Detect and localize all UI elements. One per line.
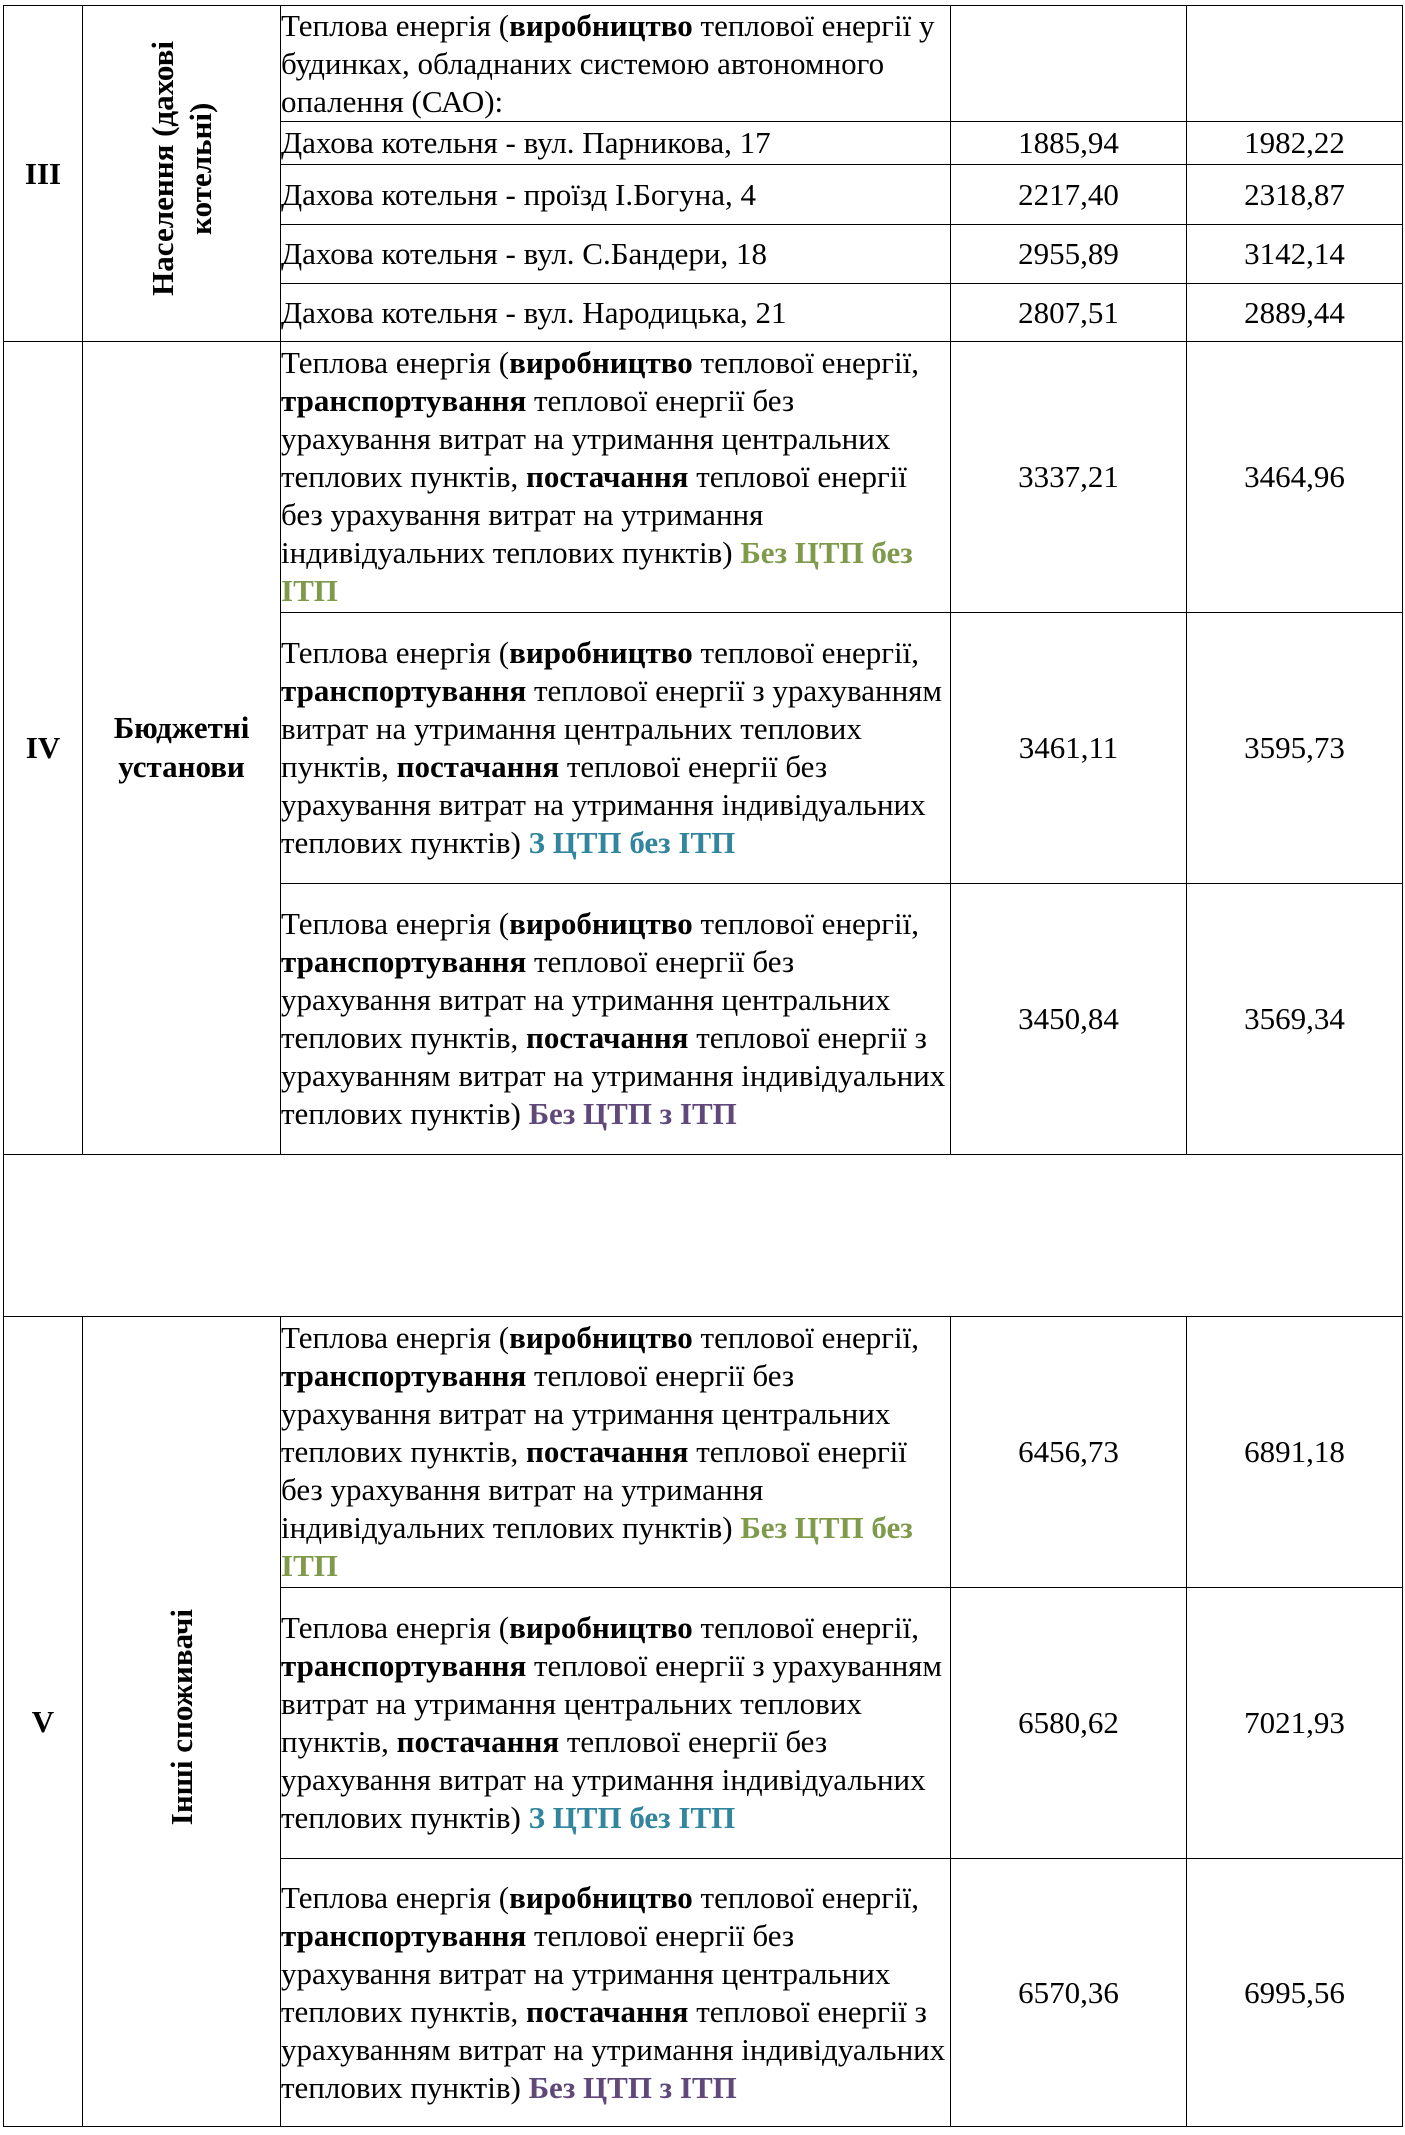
tariff-value-1: 1885,94 [951, 122, 1187, 165]
tag-no-ctp-no-itp: Без ЦТП без ІТП [281, 1510, 913, 1583]
tariff-value-2: 3464,96 [1187, 342, 1403, 613]
consumer-group-label: Населення (дахові котельні) [144, 41, 218, 297]
tariff-value-1 [951, 6, 1187, 122]
section-number: III [4, 6, 83, 342]
table-row [4, 1317, 1403, 1588]
service-description: Теплова енергія (виробництво теплової енергії, транспортування теплової енергії без урахування витрат на утримання центральних теплових пунктів, постачання теплової енергії без урахування витрат на утримання індивідуальних теплових пунктів) Без ЦТП без ІТП [281, 1317, 951, 1588]
tariff-value-1: 3461,11 [951, 613, 1187, 884]
tariff-value-2: 3569,34 [1187, 884, 1403, 1155]
service-description: Теплова енергія (виробництво теплової енергії, транспортування теплової енергії без урахування витрат на утримання центральних теплових пунктів, постачання теплової енергії з урахуванням витрат на утримання індивідуальних теплових пунктів) Без ЦТП з ІТП [281, 1859, 951, 2127]
tag-no-ctp-itp: Без ЦТП з ІТП [528, 1096, 737, 1131]
tag-no-ctp-no-itp: Без ЦТП без ІТП [281, 535, 913, 608]
tag-ctp-no-itp: З ЦТП без ІТП [528, 1800, 736, 1835]
section-number: V [4, 1317, 83, 2127]
tariff-value-2: 7021,93 [1187, 1588, 1403, 1859]
table-row-empty [4, 1155, 1403, 1317]
tariff-value-2: 6995,56 [1187, 1859, 1403, 2127]
service-description: Теплова енергія (виробництво теплової енергії, транспортування теплової енергії з урахуванням витрат на утримання центральних теплових пунктів, постачання теплової енергії без урахування витрат на утримання індивідуальних теплових пунктів) З ЦТП без ІТП [281, 1588, 951, 1859]
tariff-value-1: 6570,36 [951, 1859, 1187, 2127]
tariff-value-2: 3142,14 [1187, 225, 1403, 284]
service-description: Теплова енергія (виробництво теплової енергії у будинках, обладнаних системою автономного опалення (САО): [281, 6, 951, 122]
tariff-value-1: 2217,40 [951, 165, 1187, 225]
table-row [4, 342, 1403, 613]
tariff-value-2: 2889,44 [1187, 284, 1403, 342]
tariff-value-2: 2318,87 [1187, 165, 1403, 225]
boiler-name: Дахова котельня - вул. Парникова, 17 [281, 122, 951, 165]
service-description: Теплова енергія (виробництво теплової енергії, транспортування теплової енергії без урахування витрат на утримання центральних теплових пунктів, постачання теплової енергії без урахування витрат на утримання індивідуальних теплових пунктів) Без ЦТП без ІТП [281, 342, 951, 613]
service-description: Теплова енергія (виробництво теплової енергії, транспортування теплової енергії з урахуванням витрат на утримання центральних теплових пунктів, постачання теплової енергії без урахування витрат на утримання індивідуальних теплових пунктів) З ЦТП без ІТП [281, 613, 951, 884]
boiler-name: Дахова котельня - проїзд І.Богуна, 4 [281, 165, 951, 225]
table-row [4, 6, 1403, 122]
tariff-table [3, 5, 1403, 2127]
tariff-value-2: 3595,73 [1187, 613, 1403, 884]
tag-ctp-no-itp: З ЦТП без ІТП [528, 825, 736, 860]
consumer-group: Бюджетні установи [83, 342, 281, 1155]
section-number: IV [4, 342, 83, 1155]
tariff-value-1: 6456,73 [951, 1317, 1187, 1588]
tariff-value-2: 1982,22 [1187, 122, 1403, 165]
empty-cell [4, 1155, 1403, 1317]
service-description: Теплова енергія (виробництво теплової енергії, транспортування теплової енергії без урахування витрат на утримання центральних теплових пунктів, постачання теплової енергії з урахуванням витрат на утримання індивідуальних теплових пунктів) Без ЦТП з ІТП [281, 884, 951, 1155]
tariff-value-1: 3450,84 [951, 884, 1187, 1155]
tariff-value-2 [1187, 6, 1403, 122]
tag-no-ctp-itp: Без ЦТП з ІТП [528, 2069, 737, 2105]
boiler-name: Дахова котельня - вул. Народицька, 21 [281, 284, 951, 342]
tariff-value-1: 3337,21 [951, 342, 1187, 613]
consumer-group [83, 6, 281, 342]
tariff-page [3, 5, 1402, 2130]
consumer-group-label: Інші споживачі [163, 1608, 199, 1825]
consumer-group [83, 1317, 281, 2127]
tariff-value-1: 2807,51 [951, 284, 1187, 342]
boiler-name: Дахова котельня - вул. С.Бандери, 18 [281, 225, 951, 284]
tariff-value-1: 2955,89 [951, 225, 1187, 284]
tariff-value-2: 6891,18 [1187, 1317, 1403, 1588]
tariff-value-1: 6580,62 [951, 1588, 1187, 1859]
